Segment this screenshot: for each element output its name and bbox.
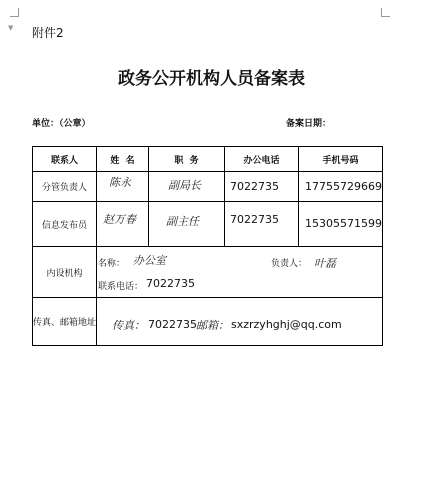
internal-name-value: 办公室 <box>133 254 166 267</box>
document-title: 政务公开机构人员备案表 <box>118 69 305 89</box>
filing-table <box>32 146 383 346</box>
internal-head-label: 负责人： <box>271 259 308 269</box>
row1-office-phone: 7022735 <box>230 180 279 193</box>
email-label: 邮箱： <box>196 319 229 332</box>
header-mobile: 手机号码 <box>322 155 359 166</box>
page-corner-mark-left <box>10 8 19 17</box>
attachment-label: 附件2 <box>32 26 64 40</box>
internal-dept-label: 内设机构 <box>46 268 83 279</box>
fax-value: 7022735 <box>148 318 197 331</box>
header-contact: 联系人 <box>50 155 78 166</box>
header-position: 职 务 <box>174 155 199 166</box>
row2-name: 赵万春 <box>103 213 136 226</box>
email-value: sxzrzyhghj@qq.com <box>231 318 342 331</box>
paragraph-marker-icon: ▼ <box>8 24 14 32</box>
row2-role: 信息发布员 <box>41 220 87 231</box>
page-corner-mark-right <box>381 8 390 17</box>
row1-position: 副局长 <box>168 179 201 192</box>
row2-position: 副主任 <box>166 215 199 228</box>
header-name: 姓 名 <box>110 155 135 166</box>
header-office-phone: 办公电话 <box>243 155 280 166</box>
fax-email-label: 传真、邮箱地址 <box>33 318 97 328</box>
internal-phone-value: 7022735 <box>146 277 195 290</box>
internal-name-label: 名称： <box>98 259 126 269</box>
filing-date-label: 备案日期： <box>286 119 332 129</box>
row2-mobile: 15305571599 <box>305 217 382 230</box>
internal-head-value: 叶磊 <box>314 257 336 270</box>
row1-name: 陈永 <box>109 176 131 189</box>
row1-role: 分管负责人 <box>41 183 87 193</box>
internal-phone-label: 联系电话： <box>98 282 144 292</box>
row2-office-phone: 7022735 <box>230 213 279 226</box>
unit-label: 单位：（公章） <box>32 119 91 129</box>
row1-mobile: 17755729669 <box>305 180 382 193</box>
fax-label: 传真： <box>112 319 145 332</box>
